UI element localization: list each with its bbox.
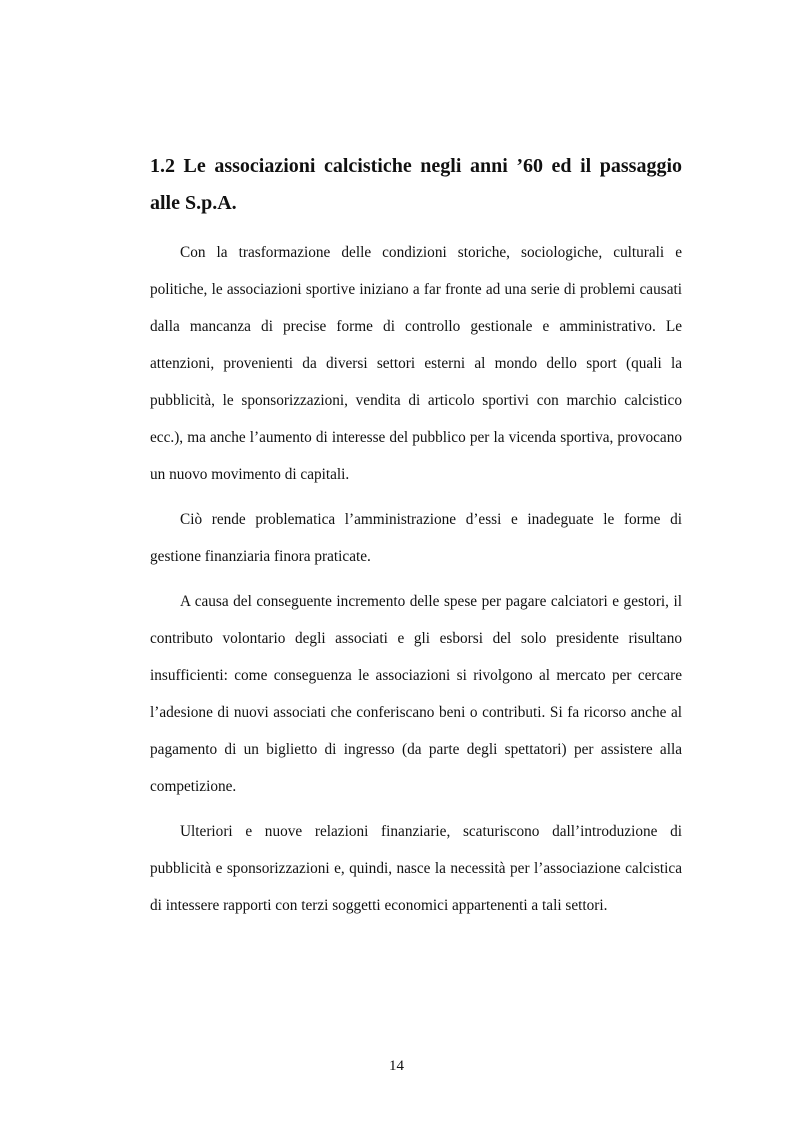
body-text [150, 234, 682, 924]
section-title: 1.2 Le associazioni calcistiche negli anni ’60 ed il passaggio alle S.p.A. [150, 155, 682, 214]
paragraph: Ciò rende problematica l’amministrazione d’essi e inadeguate le forme di gestione finanziaria finora praticate. [150, 511, 682, 565]
paragraph: Con la trasformazione delle condizioni storiche, sociologiche, culturali e politiche, le associazioni sportive iniziano a far fronte ad una serie di problemi causati dalla mancanza di precise forme di controllo gestionale e amministrativo. Le attenzioni, provenienti da diversi settori esterni al mondo dello sport (quali la pubblicità, le sponsorizzazioni, vendita di articolo sportivi con marchio calcistico ecc.), ma anche l’aumento di interesse del pubblico per la vicenda sportiva, provocano un nuovo movimento di capitali. [150, 244, 682, 483]
page-number: 14 [389, 1058, 404, 1074]
paragraph: Ulteriori e nuove relazioni finanziarie, scaturiscono dall’introduzione di pubblicità e sponsorizzazioni e, quindi, nasce la necessità per l’associazione calcistica di intessere rapporti con terzi soggetti economici appartenenti a tali settori. [150, 823, 682, 914]
paragraph: A causa del conseguente incremento delle spese per pagare calciatori e gestori, il contributo volontario degli associati e gli esborsi del solo presidente risultano insufficienti: come conseguenza le associazioni si rivolgono al mercato per cercare l’adesione di nuovi associati che conferiscano beni o contributi. Si fa ricorso anche al pagamento di un biglietto di ingresso (da parte degli spettatori) per assistere alla competizione. [150, 593, 682, 795]
